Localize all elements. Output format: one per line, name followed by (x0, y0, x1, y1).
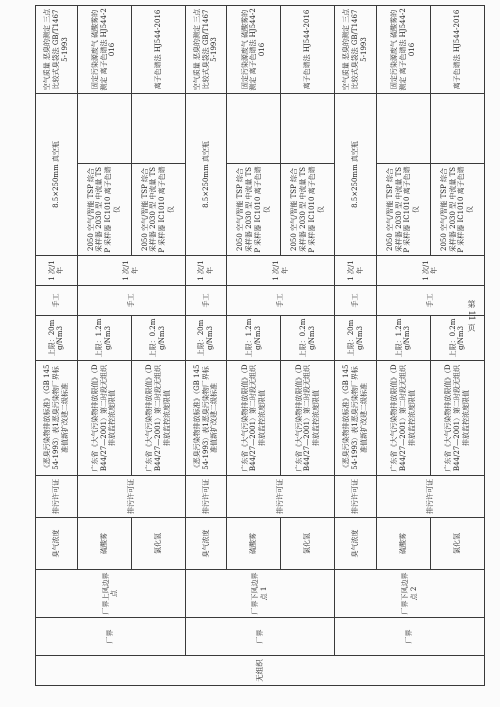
location-cell: 厂界 (36, 618, 186, 656)
monitoring-table (35, 5, 485, 686)
category-cell: 无组织 (36, 656, 485, 686)
frequency-cell: 1 次/1 年 (77, 256, 185, 286)
sampling-cell: 2050 空气/智能 TSP 综合采样器 2030 型 中流量 TSP 采样器 IC1010 离子色谱仪 (131, 164, 185, 256)
frequency-cell: 1 次/1 年 (335, 256, 377, 286)
limit-cell: 上限：1.2mg/Nm3 (77, 316, 131, 361)
standard-cell: 广东省《大气污染物排放限值》（DB44/27—2001）第二时段无组织排放监控浓度限值 (77, 361, 131, 476)
container-cell (131, 93, 185, 163)
container-cell (77, 93, 131, 163)
container-cell (281, 93, 335, 163)
analysis-cell: 离子色谱法 HJ544-2016 (281, 5, 335, 93)
sampling-cell: 2050 空气/智能 TSP 综合采样器 2030 型 中流量 TSP 采样器 IC1010 离子色谱仪 (281, 164, 335, 256)
basis-cell: 排污许可证 (227, 476, 335, 518)
location-cell: 厂界 (185, 618, 335, 656)
table-row (185, 5, 227, 685)
pollutant-cell: 臭气浓度 (335, 518, 377, 570)
method-cell: 手工 (36, 286, 78, 316)
standard-cell: 广东省《大气污染物排放限值》（DB44/27—2001）第二时段无组织排放监控浓度限值 (227, 361, 281, 476)
limit-cell: 上限：20mg/Nm3 (36, 316, 78, 361)
method-cell: 手工 (227, 286, 335, 316)
pollutant-cell: 臭气浓度 (36, 518, 78, 570)
table-row (36, 5, 78, 685)
method-cell: 手工 (185, 286, 227, 316)
limit-cell: 上限：20mg/Nm3 (335, 316, 377, 361)
pollutant-cell: 氯化氢 (131, 518, 185, 570)
pollutant-cell: 氯化氢 (281, 518, 335, 570)
basis-cell: 排污许可证 (185, 476, 227, 518)
standard-cell: 广东省《大气污染物排放限值》（DB44/27—2001）第二时段无组织排放监控浓度限值 (376, 361, 430, 476)
sampling-cell: 2050 空气/智能 TSP 综合采样器 2030 型 中流量 TSP 采样器 IC1010 离子色谱仪 (77, 164, 131, 256)
analysis-cell: 离子色谱法 HJ544-2016 (430, 5, 484, 93)
basis-cell: 排污许可证 (36, 476, 78, 518)
limit-cell: 上限：0.2mg/Nm3 (131, 316, 185, 361)
sampling-cell: 2050 空气/智能 TSP 综合采样器 2030 型 中流量 TSP 采样器 IC1010 离子色谱仪 (227, 164, 281, 256)
analysis-cell: 固定污染源废气 硫酸雾的测定 离子色谱法 HJ544-2016 (227, 5, 281, 93)
method-cell: 手工 (77, 286, 185, 316)
container-cell: 8.5×250mm 真空瓶 (185, 93, 227, 255)
container-cell (227, 93, 281, 163)
limit-cell: 上限：1.2mg/Nm3 (227, 316, 281, 361)
limit-cell: 上限：0.2mg/Nm3 (430, 316, 484, 361)
analysis-cell: 空气质量 恶臭的测定 三点比较式臭袋法 GB/T14675-1993 (185, 5, 227, 93)
frequency-cell: 1 次/1 年 (376, 256, 484, 286)
standard-cell: 《恶臭污染物排放标准》（GB 14554-1993）表1恶臭污染物厂界标准值新扩改建二级标准 (36, 361, 78, 476)
table-row (335, 5, 377, 685)
container-cell: 8.5×250mm 真空瓶 (335, 93, 377, 255)
pollutant-cell: 氯化氢 (430, 518, 484, 570)
standard-cell: 广东省《大气污染物排放限值》（DB44/27—2001）第二时段无组织排放监控浓度限值 (281, 361, 335, 476)
sampling-cell: 2050 空气/智能 TSP 综合采样器 2030 型 中流量 TSP 采样器 IC1010 离子色谱仪 (376, 164, 430, 256)
method-cell: 手工 (335, 286, 377, 316)
standard-cell: 广东省《大气污染物排放限值》（DB44/27—2001）第二时段无组织排放监控浓度限值 (131, 361, 185, 476)
pollutant-cell: 臭气浓度 (185, 518, 227, 570)
analysis-cell: 离子色谱法 HJ544-2016 (131, 5, 185, 93)
rotated-table-scan (35, 6, 485, 686)
point-cell: 厂界上风边界点 (36, 570, 186, 618)
basis-cell: 排污许可证 (376, 476, 484, 518)
analysis-cell: 固定污染源废气 硫酸雾的测定 离子色谱法 HJ544-2016 (77, 5, 131, 93)
pollutant-cell: 硫酸雾 (227, 518, 281, 570)
standard-cell: 《恶臭污染物排放标准》（GB 14554-1993）表1恶臭污染物厂界标准值新扩改建二级标准 (335, 361, 377, 476)
pollutant-cell: 硫酸雾 (376, 518, 430, 570)
analysis-cell: 空气质量 恶臭的测定 三点比较式臭袋法 GB/T14675-1993 (335, 5, 377, 93)
basis-cell: 排污许可证 (335, 476, 377, 518)
page-number: 第 11 页 (467, 300, 476, 332)
container-cell (376, 93, 430, 163)
point-cell: 厂界下风边界点 1 (185, 570, 335, 618)
pollutant-cell: 硫酸雾 (77, 518, 131, 570)
location-cell: 厂界 (335, 618, 485, 656)
analysis-cell: 固定污染源废气 硫酸雾的测定 离子色谱法 HJ544-2016 (376, 5, 430, 93)
frequency-cell: 1 次/1 年 (227, 256, 335, 286)
point-cell: 厂界下风边界点 2 (335, 570, 485, 618)
limit-cell: 上限：0.2mg/Nm3 (281, 316, 335, 361)
analysis-cell: 空气质量 恶臭的测定 三点比较式臭袋法 GB/T14675-1993 (36, 5, 78, 93)
frequency-cell: 1 次/1 年 (185, 256, 227, 286)
basis-cell: 排污许可证 (77, 476, 185, 518)
frequency-cell: 1 次/1 年 (36, 256, 78, 286)
container-cell (430, 93, 484, 163)
container-cell: 8.5×250mm 真空瓶 (36, 93, 78, 255)
standard-cell: 广东省《大气污染物排放限值》（DB44/27—2001）第二时段无组织排放监控浓度限值 (430, 361, 484, 476)
method-cell: 手工 (376, 286, 484, 316)
sampling-cell: 2050 空气/智能 TSP 综合采样器 2030 型 中流量 TSP 采样器 IC1010 离子色谱仪 (430, 164, 484, 256)
limit-cell: 上限：20mg/Nm3 (185, 316, 227, 361)
limit-cell: 上限：1.2mg/Nm3 (376, 316, 430, 361)
standard-cell: 《恶臭污染物排放标准》（GB 14554-1993）表1恶臭污染物厂界标准值新扩改建二级标准 (185, 361, 227, 476)
